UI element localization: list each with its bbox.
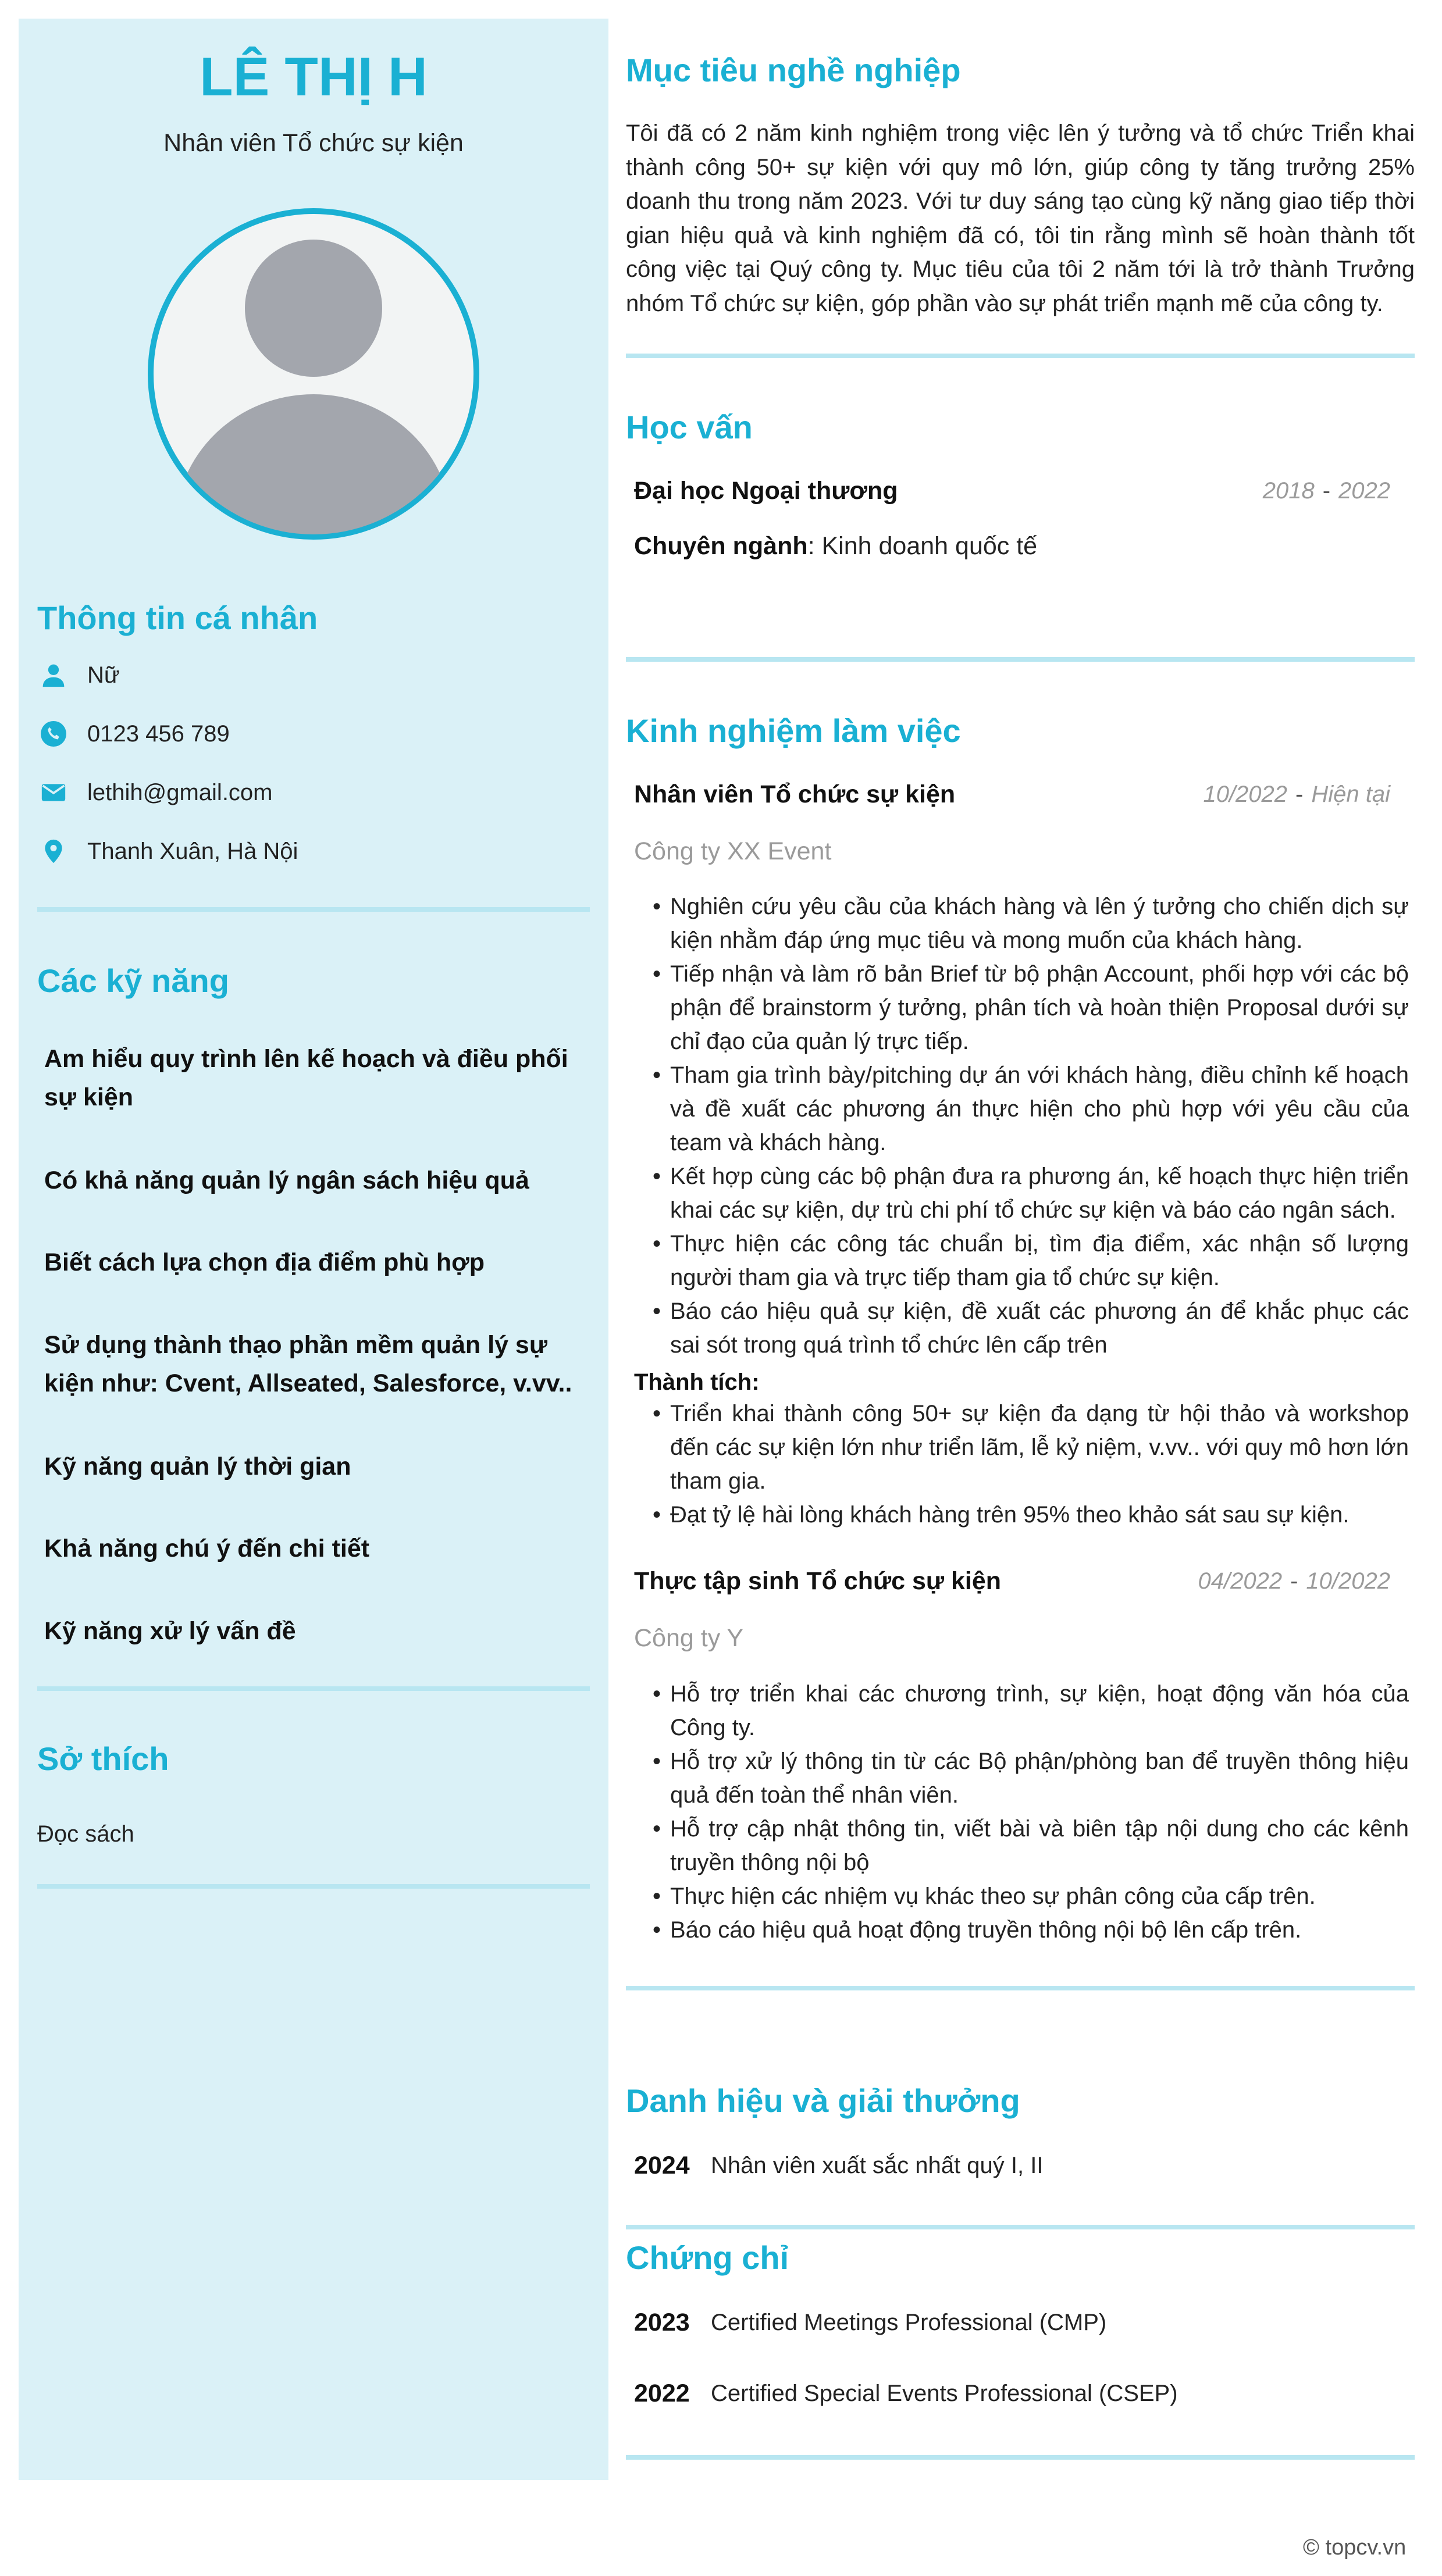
list-item: • Thực hiện các nhiệm vụ khác theo sự phân công của cấp trên. [634, 1879, 1409, 1913]
company-name: Công ty XX Event [634, 837, 832, 865]
list-item: • Tham gia trình bày/pitching dự án với khách hàng, điều chỉnh kế hoạch và đề xuất các phương án thực hiện cho phù hợp với yêu cầu của team và khách hàng. [634, 1058, 1409, 1159]
date-separator: - [1322, 478, 1331, 504]
address-row [41, 834, 298, 869]
company-name: Công ty Y [634, 1624, 744, 1652]
skill-item: Sử dụng thành thạo phần mềm quản lý sự kiện như: Cvent, Allseated, Salesforce, v.vv.. [44, 1331, 572, 1397]
certificate-text: Certified Meetings Professional (CMP) [711, 2310, 1107, 2335]
education-heading: Học vấn [626, 409, 753, 445]
major-line [634, 532, 1037, 561]
divider [626, 1986, 1415, 1990]
divider [626, 354, 1415, 358]
skill-item: Kỹ năng xử lý vấn đề [44, 1617, 296, 1645]
email-row [41, 775, 273, 810]
email-value[interactable]: lethih@gmail.com [87, 779, 273, 805]
job-header [634, 780, 1390, 809]
divider [626, 657, 1415, 662]
job-end: Hiện tại [1311, 782, 1390, 807]
job-title: Nhân viên Tổ chức sự kiện [634, 780, 956, 808]
school-name: Đại học Ngoại thương [634, 477, 898, 505]
objective-heading: Mục tiêu nghề nghiệp [626, 52, 961, 88]
footer-credit[interactable]: © topcv.vn [1303, 2535, 1407, 2560]
job-header [634, 1567, 1390, 1596]
list-item: • Hỗ trợ cập nhật thông tin, viết bài và biên tập nội dung cho các kênh truyền thông nội bộ [634, 1812, 1409, 1879]
job-duties [634, 890, 1409, 1362]
candidate-name: LÊ THỊ H [200, 46, 428, 107]
job-dates [1198, 1568, 1390, 1594]
objective-text: Tôi đã có 2 năm kinh nghiệm trong việc lên ý tưởng và tổ chức Triển khai thành công 50+ sự kiện với quy mô lớn, giúp công ty tăng trưởng 25% doanh thu trong năm 2023. Với tư duy sáng tạo cùng kỹ năng giao tiếp thời gian hiệu quả và kinh nghiệm đã có, tôi tin rằng mình sẽ hoàn thành tốt công việc tại Quý công ty. Mục tiêu của tôi 2 năm tới là trở thành Trưởng nhóm Tổ chức sự kiện, góp phần vào sự phát triển mạnh mẽ của công ty. [626, 120, 1415, 316]
list-item: • Kết hợp cùng các bộ phận đưa ra phương án, kế hoạch thực hiện triển khai các sự kiện, dự trù chi phí tổ chức sự kiện và báo cáo ngân sách. [634, 1159, 1409, 1227]
phone-row [41, 716, 230, 751]
date-separator: - [1290, 1568, 1298, 1594]
list-item: • Hỗ trợ xử lý thông tin từ các Bộ phận/phòng ban để truyền thông hiệu quả đến toàn thể nhân viên. [634, 1744, 1409, 1812]
major-value: : Kinh doanh quốc tế [807, 532, 1038, 560]
skill-item: Khả năng chú ý đến chi tiết [44, 1535, 370, 1562]
avatar-head-shape [245, 240, 382, 377]
experience-heading: Kinh nghiệm làm việc [626, 712, 961, 749]
certificate-year: 2023 [634, 2309, 690, 2336]
user-icon [41, 662, 66, 688]
list-item: • Đạt tỷ lệ hài lòng khách hàng trên 95% theo khảo sát sau sự kiện. [634, 1498, 1409, 1532]
skill-item: Am hiểu quy trình lên kế hoạch và điều phối sự kiện [44, 1045, 568, 1111]
phone-icon [41, 721, 66, 747]
avatar [147, 201, 480, 547]
education-dates [1263, 478, 1390, 504]
gender-row [41, 658, 120, 693]
education-start: 2018 [1262, 478, 1315, 504]
email-icon [41, 780, 66, 805]
certificate-row [634, 2309, 1106, 2337]
job-title: Thực tập sinh Tổ chức sự kiện [634, 1567, 1002, 1595]
certificates-heading: Chứng chỉ [626, 2239, 789, 2276]
achievements-label: Thành tích: [634, 1369, 760, 1395]
skills-heading: Các kỹ năng [37, 962, 229, 999]
location-pin-icon [41, 839, 66, 864]
skill-item: Có khả năng quản lý ngân sách hiệu quả [44, 1166, 529, 1194]
certificate-year: 2022 [634, 2379, 690, 2407]
divider [37, 1686, 590, 1691]
list-item: • Tiếp nhận và làm rõ bản Brief từ bộ phận Account, phối hợp với các bộ phận để brainstorm ý tưởng, phân tích và hoàn thiện Proposal dưới sự chỉ đạo của quản lý trực tiếp. [634, 957, 1409, 1058]
education-end: 2022 [1338, 478, 1390, 504]
award-year: 2024 [634, 2152, 690, 2179]
job-dates [1203, 782, 1390, 808]
list-item: • Nghiên cứu yêu cầu của khách hàng và lên ý tưởng cho chiến dịch sự kiện nhằm đáp ứng mục tiêu và mong muốn của khách hàng. [634, 890, 1409, 957]
divider [626, 2225, 1415, 2229]
list-item: • Thực hiện các công tác chuẩn bị, tìm địa điểm, xác nhận số lượng người tham gia và trực tiếp tham gia tổ chức sự kiện. [634, 1227, 1409, 1294]
skill-item: Biết cách lựa chọn địa điểm phù hợp [44, 1248, 485, 1276]
divider [37, 1884, 590, 1889]
job-end: 10/2022 [1306, 1568, 1390, 1594]
awards-heading: Danh hiệu và giải thưởng [626, 2082, 1020, 2119]
list-item: • Triển khai thành công 50+ sự kiện đa dạng từ hội thảo và workshop đến các sự kiện lớn như triển lãm, lễ kỷ niệm, v.vv.. với quy mô hơn lớn tham gia. [634, 1397, 1409, 1498]
phone-value[interactable]: 0123 456 789 [87, 720, 230, 747]
divider [37, 907, 590, 912]
list-item: • Hỗ trợ triển khai các chương trình, sự kiện, hoạt động văn hóa của Công ty. [634, 1677, 1409, 1744]
award-text: Nhân viên xuất sắc nhất quý I, II [711, 2153, 1044, 2178]
education-row [634, 477, 1390, 505]
award-row [634, 2152, 1043, 2180]
gender-value: Nữ [87, 662, 120, 688]
job-start: 10/2022 [1203, 782, 1288, 807]
job-start: 04/2022 [1198, 1568, 1283, 1594]
hobbies-heading: Sở thích [37, 1740, 169, 1777]
skill-item: Kỹ năng quản lý thời gian [44, 1453, 351, 1480]
certificate-row [634, 2379, 1178, 2408]
divider [626, 2455, 1415, 2460]
job-title: Nhân viên Tổ chức sự kiện [163, 129, 464, 157]
personal-info-heading: Thông tin cá nhân [37, 600, 318, 636]
hobby-item: Đọc sách [37, 1821, 134, 1847]
address-value: Thanh Xuân, Hà Nội [87, 838, 298, 864]
major-label: Chuyên ngành [634, 532, 808, 560]
list-item: • Báo cáo hiệu quả hoạt động truyền thông nội bộ lên cấp trên. [634, 1913, 1409, 1947]
date-separator: - [1295, 782, 1304, 807]
job-duties [634, 1677, 1409, 1947]
list-item: • Báo cáo hiệu quả sự kiện, đề xuất các phương án để khắc phục các sai sót trong quá trình tổ chức lên cấp trên [634, 1294, 1409, 1362]
certificate-text: Certified Special Events Professional (CSEP) [711, 2381, 1178, 2406]
achievements-list [634, 1397, 1409, 1532]
